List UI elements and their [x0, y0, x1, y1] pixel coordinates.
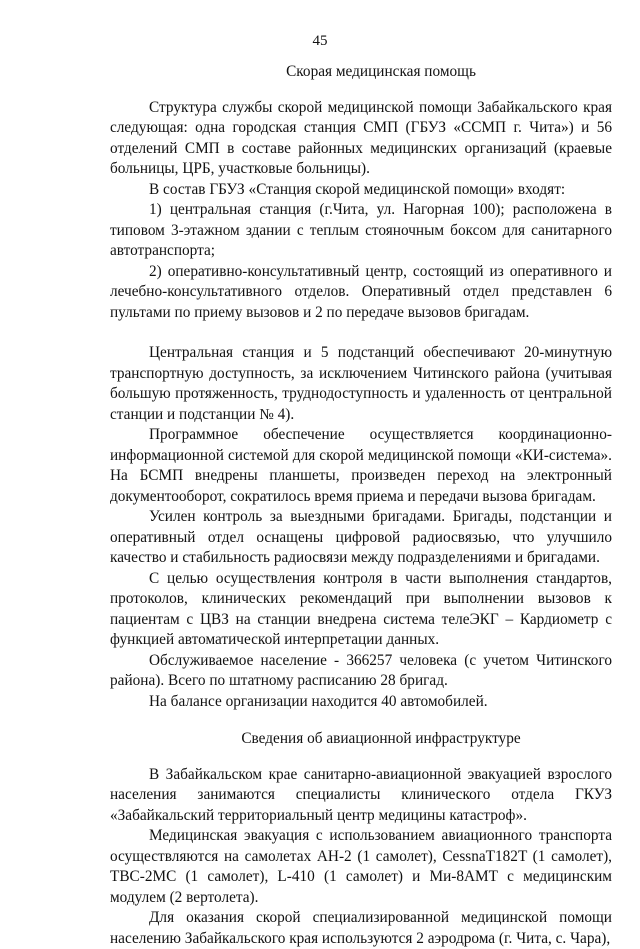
paragraph: В Забайкальском крае санитарно-авиационной эвакуацией взрослого населения занимаются специалисты клинического отдела ГКУЗ «Забайкальский территориальный центр медицины катастроф». [110, 765, 612, 824]
paragraph: Обслуживаемое население - 366257 человека (с учетом Читинского района). Всего по штатному расписанию 28 бригад. [110, 651, 612, 689]
paragraph: Медицинская эвакуация с использованием авиационного транспорта осуществляются на самолетах АН-2 (1 самолет), CessnaT182T (1 самолет), ТВС-2МС (1 самолет), L-410 (1 самолет) и Ми-8АМТ с медицинским модулем (2 вертолета). [110, 827, 612, 906]
paragraph: Структура службы скорой медицинской помощи Забайкальского края следующая: одна городская станция СМП (ГБУЗ «ССМП г. Чита») и 56 отделений СМП в составе районных медицинских организаций (краевые больницы, ЦРБ, участковые больницы). [110, 98, 612, 177]
paragraph: С целью осуществления контроля в части выполнения стандартов, протоколов, клинических рекомендаций при выполнении вызовов к пациентам с ЦВЗ на станции внедрена система телеЭКГ – Кардиометр с функцией автоматической интерпретации данных. [110, 569, 612, 648]
paragraph: Центральная станция и 5 подстанций обеспечивают 20-минутную транспортную доступность, за исключением Читинского района (учитывая большую протяженность, труднодоступность и удаленность от центральной станции и подстанции № 4). [110, 344, 612, 423]
section-title-aviation: Сведения об авиационной инфраструктуре [241, 730, 521, 747]
page-number: 45 [312, 33, 328, 49]
paragraph: Для оказания скорой специализированной медицинской помощи населению Забайкальского края используются 2 аэродрома (г. Чита, с. Чара), [110, 909, 612, 947]
paragraph: Усилен контроль за выездными бригадами. Бригады, подстанции и оперативный отдел оснащены цифровой радиосвязью, что улучшило качество и стабильность радиосвязи между подразделениями и бригадами. [110, 508, 612, 566]
paragraph: 2) оперативно-консультативный центр, состоящий из оперативного и лечебно-консультативного отделов. Оперативный отдел представлен 6 пультами по приему вызовов и 2 по передаче вызовов бригадам. [110, 262, 612, 321]
paragraph: 1) центральная станция (г.Чита, ул. Нагорная 100); расположена в типовом 3-этажном здании с теплым стояночным боксом для санитарного автотранспорта; [110, 201, 612, 259]
paragraph: В состав ГБУЗ «Станция скорой медицинской помощи» входят: [149, 180, 566, 198]
paragraph: Программное обеспечение осуществляется координационно-информационной системой для скорой медицинской помощи «КИ-система». На БСМП внедрены планшеты, произведен переход на электронный документооборот, сократилось время приема и передачи вызова бригадам. [110, 426, 612, 505]
document-body [110, 62, 612, 949]
section-title-ambulance: Скорая медицинская помощь [286, 63, 476, 80]
paragraph: На балансе организации находится 40 автомобилей. [149, 692, 488, 710]
